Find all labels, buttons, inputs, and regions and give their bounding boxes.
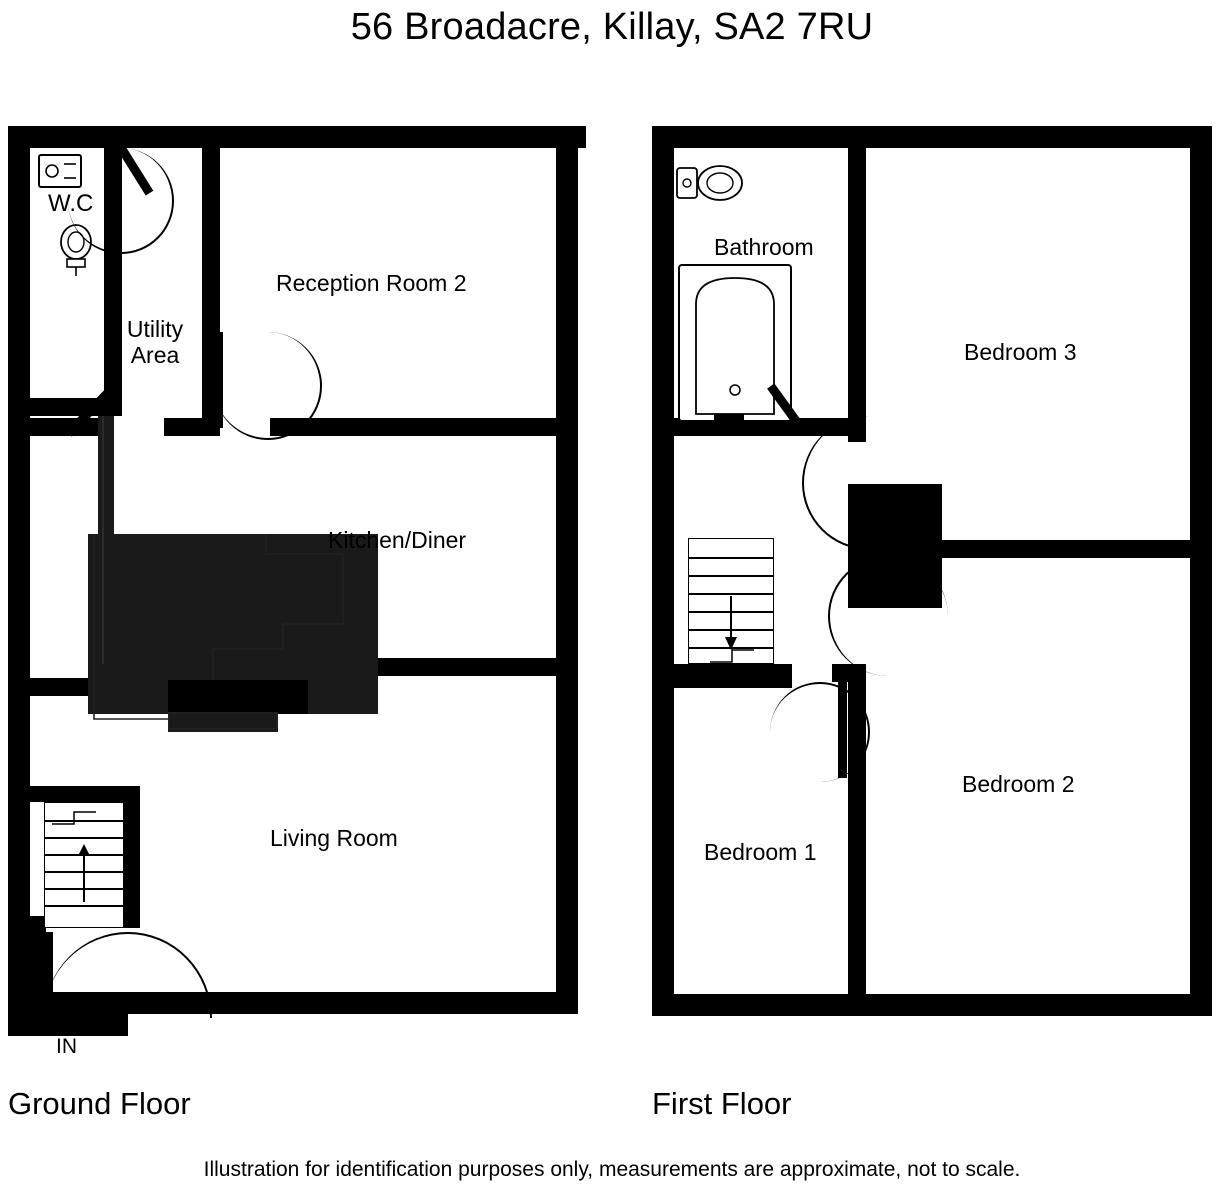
- room-label-utility-line2: Area: [130, 342, 180, 369]
- kitchen-sink-outline: [168, 712, 278, 732]
- room-label-bedroom-1: Bedroom 1: [704, 839, 817, 865]
- wall-exterior-bottom-first: [652, 994, 1212, 1016]
- door-leaf-bedroom-1: [838, 682, 847, 778]
- page-title: 56 Broadacre, Killay, SA2 7RU: [350, 6, 874, 48]
- first-floor-caption: First Floor: [652, 1086, 792, 1121]
- door-arc-reception-2: [214, 332, 322, 440]
- bathtub-tap-block: [714, 414, 744, 422]
- wall-hall-bottom-left: [30, 418, 102, 436]
- wall-wc-bottom: [30, 398, 122, 416]
- wall-bedroom-3-bottom: [938, 540, 1190, 558]
- room-label-bathroom: Bathroom: [714, 234, 814, 260]
- wall-bathroom-right: [848, 148, 866, 442]
- room-label-kitchen-diner: Kitchen/Diner: [328, 527, 467, 553]
- door-arc-bedroom-3: [802, 416, 936, 550]
- wall-exterior-right: [556, 126, 578, 1014]
- wall-kitchen-living-divider-right: [368, 658, 558, 676]
- ground-floor-caption: Ground Floor: [8, 1086, 191, 1121]
- door-leaf-entrance: [44, 932, 53, 1016]
- door-arc-bedroom-1: [770, 682, 870, 782]
- room-label-reception-room-2: Reception Room 2: [276, 270, 467, 296]
- disclaimer-text: Illustration for identification purposes only, measurements are approximate, not to scale.: [203, 1158, 1021, 1181]
- room-label-bedroom-2: Bedroom 2: [962, 771, 1075, 797]
- wall-reception-bottom: [270, 418, 558, 436]
- wall-exterior-top-first: [652, 126, 1212, 148]
- wall-bedroom-1-top: [674, 674, 792, 688]
- wall-exterior-left: [8, 126, 30, 1036]
- kitchen-units-block: [168, 680, 308, 714]
- wall-landing-door-jamb: [848, 484, 942, 500]
- room-label-living-room: Living Room: [270, 825, 398, 851]
- door-leaf-reception-2: [214, 332, 223, 428]
- door-arc-bedroom-2: [828, 556, 948, 676]
- staircase-ground-direction-icon: [44, 802, 124, 928]
- room-label-bedroom-3: Bedroom 3: [964, 339, 1077, 365]
- bathroom-toilet-icon: [676, 160, 748, 210]
- entrance-label: IN: [56, 1035, 77, 1058]
- room-label-utility-area: [110, 316, 200, 369]
- wall-exterior-right-first: [1190, 126, 1212, 1016]
- wall-stairs-right: [124, 786, 140, 928]
- first-floor-plan: [652, 126, 1212, 1016]
- entrance-arrow-icon: ↑: [58, 998, 71, 1028]
- wall-reception-bottom-left: [164, 418, 220, 436]
- wall-exterior-left-first: [652, 126, 674, 1016]
- utility-wall-line: [98, 416, 114, 664]
- ground-floor-plan: [8, 126, 586, 1036]
- room-label-wc: W.C: [48, 190, 94, 217]
- wall-exterior-top: [8, 126, 586, 148]
- staircase-first-direction-icon: [688, 538, 774, 664]
- room-label-utility-line1: Utility: [126, 316, 184, 342]
